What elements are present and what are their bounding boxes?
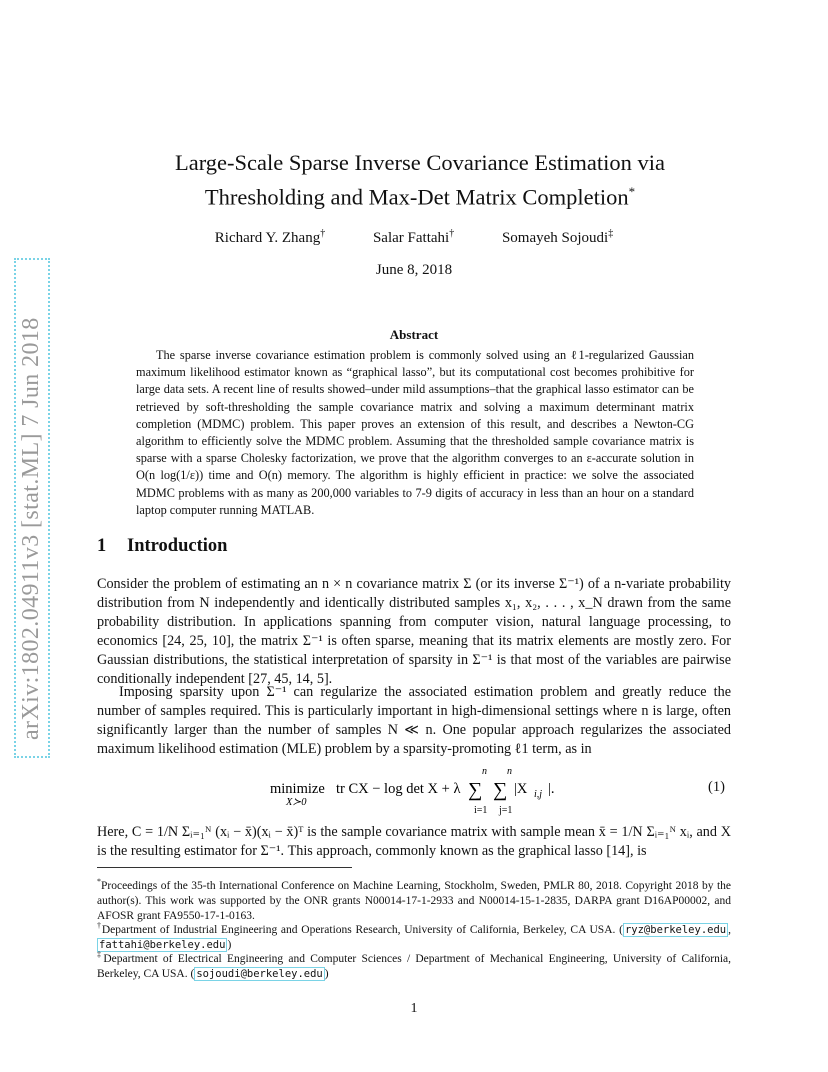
author-name: Somayeh Sojoudi [501, 230, 609, 246]
email-link[interactable]: sojoudi@berkeley.edu [196, 968, 323, 981]
footnote-2: †Department of Industrial Engineering and Operations Research, University of California, Berkeley, CA USA. ( ryz@berkeley.edu , fattahi@berkeley.edu ) [97, 921, 731, 952]
author-name: Richard Y. Zhang [214, 230, 321, 246]
footnote-3: ‡Department of Electrical Engineering and Computer Sciences / Department of Mechanical Engineering, University of California, Berkeley, CA USA. ( sojoudi@berkeley.edu ) [97, 950, 731, 981]
eq-sum-bottom-j: j=1 [499, 805, 513, 816]
eq-sum-j: ∑ [493, 779, 508, 801]
section-number: 1 [97, 536, 107, 556]
footnote-mark: † [97, 921, 102, 930]
equation-1 [264, 765, 564, 817]
eq-objective: tr CX − log det X + λ [336, 781, 461, 797]
arxiv-identifier[interactable]: arXiv:1802.04911v3 [stat.ML] 7 Jun 2018 [18, 317, 44, 740]
equation-number: (1) [708, 779, 725, 795]
abstract-heading: Abstract [389, 327, 439, 342]
author-mark[interactable]: † [449, 228, 455, 239]
section-title: Introduction [127, 536, 228, 556]
section-heading [97, 536, 227, 557]
footnote-mark: ‡ [97, 950, 104, 959]
author-2 [373, 228, 454, 247]
footnote-text: Department of Industrial Engineering and Operations Research, University of California, Berkeley, CA USA. [101, 923, 616, 936]
paragraph-1: Consider the problem of estimating an n × n covariance matrix Σ (or its inverse Σ⁻¹) of a n-variate probability distribution from N independently and identically distributed samples x₁, x₂, . . . , x_N drawn from the same probability distribution. In applications spanning from computer vision, natural language processing, to economics [24, 25, 10], the matrix Σ⁻¹ is often sparse, meaning that its matrix elements are mostly zero. For Gaussian distributions, the statistical interpretation of sparsity in Σ⁻¹ is that most of the variables are pairwise conditionally independent [27, 45, 14, 5]. [97, 576, 731, 687]
eq-sum-bottom-i: i=1 [474, 805, 488, 816]
eq-term-subscript: i,j [534, 789, 543, 800]
author-list [0, 228, 828, 247]
paragraph-3: Here, C = 1/N Σᵢ₌₁ᴺ (xᵢ − x̄)(xᵢ − x̄)ᵀ is the sample covariance matrix with sample mean x̄ = 1/N Σᵢ₌₁ᴺ xᵢ, and X is the resulting estimator for Σ⁻¹. This approach, commonly known as the graphical lasso [14], is [97, 824, 731, 859]
eq-sum-i: ∑ [468, 779, 483, 801]
author-name: Salar Fattahi [372, 230, 450, 246]
paper-title [120, 148, 720, 212]
abstract-text: The sparse inverse covariance estimation problem is commonly solved using an ℓ1-regularized Gaussian maximum likelihood estimator known as “graphical lasso”, but its computational cost becomes prohibitive for large data sets. A recent line of results showed–under mild assumptions–that the graphical lasso estimator can be retrieved by soft-thresholding the sample covariance matrix and solving a maximum determinant matrix completion (MDMC) problem. This paper proves an extension of this result, and describes a Newton-CG algorithm to efficiently solve the MDMC problem. Assuming that the thresholded sample covariance matrix is sparse with a sparse Cholesky factorization, we prove that the algorithm converges to an ε-accurate solution in O(n log(1/ε)) time and O(n) memory. The algorithm is highly efficient in practice: we solve the associated MDMC problems with as many as 200,000 variables to 7-9 digits of accuracy in less than an hour on a standard laptop computer running MATLAB. [136, 348, 694, 517]
email-link[interactable]: ryz@berkeley.edu [624, 923, 727, 936]
title-footnote-mark[interactable]: * [628, 184, 636, 199]
page-number: 1 [410, 1001, 418, 1016]
paragraph-2: Imposing sparsity upon Σ⁻¹ can regularize the associated estimation problem and greatly reduce the number of samples required. This is particularly important in high-dimensional settings where n is large, often significantly larger than the number of samples N ≪ n. One popular approach regularizes the associated maximum likelihood estimation (MLE) problem by a sparsity-promoting ℓ1 term, as in [97, 684, 731, 757]
author-3 [502, 228, 613, 247]
paper-date: June 8, 2018 [375, 262, 453, 278]
eq-constraint: X≻0 [286, 797, 307, 808]
title-text: Large-Scale Sparse Inverse Covariance Estimation via Thresholding and Max-Det Matrix Completion [174, 150, 666, 210]
author-1 [215, 228, 325, 247]
footnote-text: Department of Electrical Engineering and Computer Sciences / Department of Mechanical Engineering, University of California, Berkeley, CA USA. [97, 952, 731, 981]
eq-term: |X [514, 781, 528, 797]
author-mark[interactable]: ‡ [608, 228, 614, 239]
footnote-mark: * [97, 877, 101, 886]
eq-operator: minimize [270, 781, 325, 797]
email-link[interactable]: fattahi@berkeley.edu [99, 939, 226, 952]
eq-sum-top-j: n [507, 766, 512, 777]
footnote-text: Proceedings of the 35-th International Conference on Machine Learning, Stockholm, Sweden, PMLR 80, 2018. Copyright 2018 by the author(s). This work was supported by the ONR grants N00014-17-1-2933 and N00014-15-1-2835, DARPA grant D16AP00002, and AFOSR grant FA9550-17-1-0163. [97, 879, 731, 923]
author-mark[interactable]: † [320, 228, 326, 239]
footnote-divider [97, 867, 352, 868]
eq-term-end: |. [548, 781, 555, 797]
eq-sum-top-i: n [482, 766, 487, 777]
